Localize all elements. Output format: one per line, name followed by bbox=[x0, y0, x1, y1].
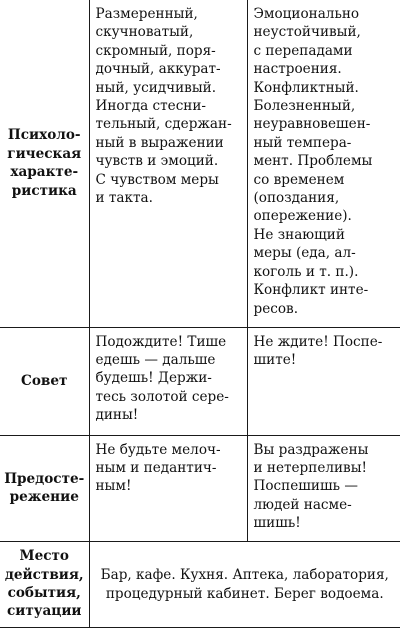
cell-advice-col1 bbox=[89, 327, 247, 435]
cell-psychological-col1 bbox=[89, 0, 247, 327]
cell-place bbox=[89, 541, 400, 627]
cell-text: Подождите! Тише едешь — дальше будешь! Держи- тесь золотой сере- дины! bbox=[95, 333, 229, 424]
cell-text: Не будьте мелоч- ным и педантич- ным! bbox=[95, 441, 221, 495]
cell-text: Размеренный, скучноватый, скромный, поря- дочный, аккурат- ный, усидчивый. Иногда стесни- тельный, сдержан- ный в выражении чувств и эмоций. С чувством меры и такта. bbox=[95, 6, 232, 207]
table-row bbox=[0, 327, 400, 435]
cell-text: Эмоционально неустойчивый, с перепадами настроения. Конфликтный. Болезненный, неуравновешен- ный темпера- мент. Проблемы со временем (опоздания, опережение). Не знающий меры (еда, ал- коголь и т. п.). Конфликт инте- ресов. bbox=[253, 6, 373, 317]
cell-text: Бар, кафе. Кухня. Аптека, лаборатория, процедурный кабинет. Берег водоема. bbox=[100, 567, 389, 602]
cell-warning-col2 bbox=[247, 435, 400, 541]
table-row bbox=[0, 541, 400, 627]
row-header-label: Место действия, события, ситуации bbox=[4, 548, 84, 620]
cell-warning-col1 bbox=[89, 435, 247, 541]
row-header-warning bbox=[0, 435, 89, 541]
row-header-label: Психоло- гическая характе- ристика bbox=[7, 127, 82, 199]
cell-advice-col2 bbox=[247, 327, 400, 435]
table-row bbox=[0, 435, 400, 541]
row-header-psychological bbox=[0, 0, 89, 327]
cell-psychological-col2 bbox=[247, 0, 400, 327]
row-header-label: Предосте- режение bbox=[4, 470, 85, 505]
row-header-advice bbox=[0, 327, 89, 435]
row-header-place bbox=[0, 541, 89, 627]
row-header-label: Совет bbox=[21, 372, 68, 389]
cell-text: Вы раздражены и нетерпеливы! Поспешишь — людей насме- шишь! bbox=[253, 441, 369, 532]
cell-text: Не ждите! Поспе- шите! bbox=[253, 333, 383, 368]
